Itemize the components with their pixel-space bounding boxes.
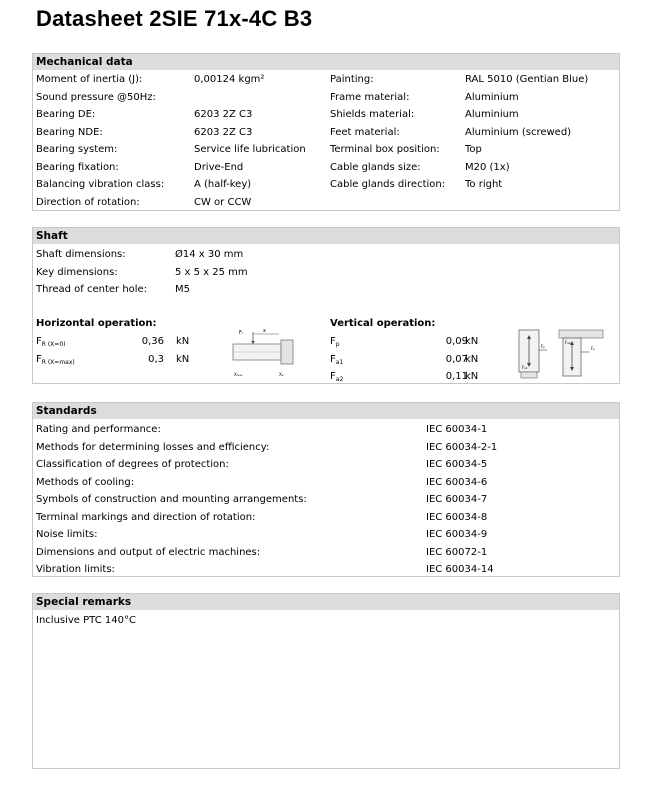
standard-value: IEC 60034-7 <box>426 494 488 505</box>
force-symbol <box>36 336 65 348</box>
mech-label: Bearing system: <box>36 144 118 155</box>
force-symbol-letter: F <box>330 353 336 365</box>
standard-label: Symbols of construction and mounting arrangements: <box>36 494 307 505</box>
section-header: Mechanical data <box>33 54 619 70</box>
mech-label: Direction of rotation: <box>36 196 140 208</box>
standard-label: Classification of degrees of protection: <box>36 459 229 470</box>
standard-value: IEC 60034-6 <box>426 476 488 488</box>
mech-label: Moment of inertia (J): <box>36 74 143 85</box>
force-value: 0,07 <box>445 353 468 365</box>
mech-value: M20 (1x) <box>465 161 510 173</box>
mech-value: Aluminium <box>465 109 519 120</box>
mech-value: Aluminium (screwed) <box>465 126 572 138</box>
shaft-label: Shaft dimensions: <box>36 249 126 260</box>
mech-label: Cable glands size: <box>330 161 421 173</box>
standard-value: IEC 60072-1 <box>426 546 488 558</box>
horizontal-shaft-diagram <box>231 324 295 380</box>
diagram-label-fp-2: Fₚ <box>591 346 596 351</box>
force-symbol-subscript: R (X=max) <box>41 358 75 366</box>
section-header: Standards <box>33 403 619 419</box>
special-remarks-section <box>32 593 620 769</box>
force-symbol-letter: F <box>330 336 336 347</box>
force-value: 0,36 <box>141 336 164 347</box>
standard-label: Methods of cooling: <box>36 476 135 488</box>
standard-label: Noise limits: <box>36 529 98 540</box>
mech-label: Sound pressure @50Hz: <box>36 91 156 103</box>
section-header: Special remarks <box>33 594 619 610</box>
mech-value: Aluminium <box>465 91 519 103</box>
mech-label: Shields material: <box>330 109 415 120</box>
mech-label: Terminal box position: <box>330 144 440 155</box>
force-value: 0,3 <box>148 353 164 365</box>
vertical-operation-title: Vertical operation: <box>330 318 436 329</box>
mechanical-data-section <box>32 53 620 211</box>
mech-label: Bearing NDE: <box>36 126 103 138</box>
mech-value: 6203 2Z C3 <box>194 126 253 138</box>
force-symbol-letter: F <box>36 353 42 365</box>
vertical-shaft-diagram <box>517 328 617 380</box>
force-value: 0,09 <box>445 336 468 347</box>
section-header: Shaft <box>33 228 619 244</box>
force-symbol <box>330 354 343 366</box>
force-unit: kN <box>465 336 479 347</box>
mech-label: Frame material: <box>330 91 410 103</box>
standard-label: Terminal markings and direction of rotation: <box>36 511 256 523</box>
mech-value: Top <box>465 144 482 155</box>
force-symbol-letter: F <box>36 336 42 347</box>
mech-value: 0,00124 kgm² <box>194 74 265 85</box>
standards-section <box>32 402 620 577</box>
force-unit: kN <box>176 353 190 365</box>
force-symbol-subscript: a2 <box>335 376 344 383</box>
standard-value: IEC 60034-1 <box>426 424 488 435</box>
shaft-value: M5 <box>175 284 190 295</box>
horizontal-operation-title: Horizontal operation: <box>36 318 157 329</box>
standard-value: IEC 60034-8 <box>426 511 488 523</box>
standard-label: Rating and performance: <box>36 424 161 435</box>
force-symbol-subscript: p <box>335 341 340 348</box>
mech-value: RAL 5010 (Gentian Blue) <box>465 74 589 85</box>
mech-value: To right <box>465 179 503 190</box>
force-symbol <box>330 336 340 348</box>
shaft-value: Ø14 x 30 mm <box>175 249 244 260</box>
standard-label: Dimensions and output of electric machines: <box>36 546 261 558</box>
mech-label: Balancing vibration class: <box>36 179 165 190</box>
standard-label: Methods for determining losses and efficiency: <box>36 441 270 453</box>
remarks-text: Inclusive PTC 140°C <box>36 615 136 626</box>
mech-label: Bearing fixation: <box>36 161 119 173</box>
shaft-label: Key dimensions: <box>36 266 118 278</box>
force-unit: kN <box>465 353 479 365</box>
standard-value: IEC 60034-9 <box>426 529 488 540</box>
diagram-label-x: x <box>263 328 266 334</box>
standard-value: IEC 60034-14 <box>426 564 494 575</box>
force-symbol <box>36 354 75 366</box>
mech-value: 6203 2Z C3 <box>194 109 253 120</box>
mech-label: Painting: <box>330 74 374 85</box>
standard-value: IEC 60034-2-1 <box>426 441 498 453</box>
diagram-label-xmax: Xₘₐₓ <box>234 372 243 377</box>
mech-label: Bearing DE: <box>36 109 96 120</box>
force-symbol-letter: F <box>330 371 336 382</box>
mech-value: Drive-End <box>194 161 244 173</box>
force-unit: kN <box>176 336 190 347</box>
force-symbol-subscript: a1 <box>335 358 344 366</box>
mech-label: Feet material: <box>330 126 400 138</box>
shaft-section <box>32 227 620 384</box>
mech-value: CW or CCW <box>194 196 252 208</box>
shaft-value: 5 x 5 x 25 mm <box>175 266 248 278</box>
diagram-label-fr: Fᵣ <box>239 330 244 336</box>
shaft-label: Thread of center hole: <box>36 284 148 295</box>
force-unit: kN <box>465 371 479 382</box>
mech-value: Service life lubrication <box>194 144 306 155</box>
mech-label: Cable glands direction: <box>330 179 446 190</box>
diagram-label-fa1: Fₐ₁ <box>522 365 528 370</box>
force-value: 0,11 <box>445 371 468 382</box>
standard-value: IEC 60034-5 <box>426 459 488 470</box>
standard-label: Vibration limits: <box>36 564 115 575</box>
diagram-label-fp: Fₚ <box>541 344 546 349</box>
mech-value: A (half-key) <box>194 179 252 190</box>
diagram-label-x0: X₀ <box>279 372 284 377</box>
page-title: Datasheet 2SIE 71x-4C B3 <box>36 6 313 31</box>
force-symbol <box>330 371 343 383</box>
force-symbol-subscript: R (X=0) <box>41 341 66 348</box>
diagram-label-fa2: Fₐ₂ <box>565 340 571 345</box>
